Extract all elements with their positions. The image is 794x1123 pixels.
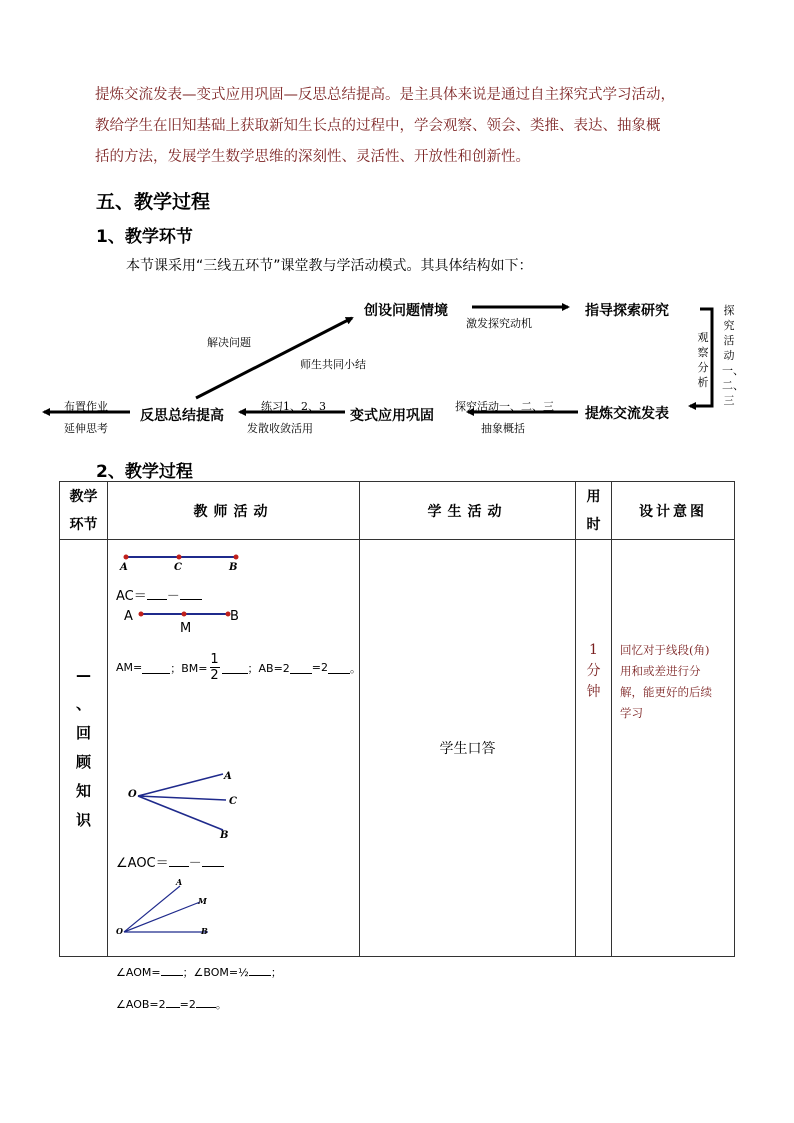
angle2-label-o: O bbox=[116, 926, 123, 936]
stage-char: 顾 bbox=[75, 753, 91, 771]
angle-label-o: O bbox=[128, 789, 137, 800]
intro-line: 提炼交流发表—变式应用巩固—反思总结提高。是主具体来说是通过自主探究式学习活动， bbox=[95, 87, 675, 103]
table-header-row bbox=[60, 482, 735, 540]
section-heading: 五、教学过程 bbox=[96, 191, 211, 213]
ab-label: ；AB=2 bbox=[247, 661, 290, 675]
design-line: 用和或差进行分 bbox=[620, 664, 701, 678]
design-line: 学习 bbox=[620, 706, 643, 720]
stage-char: 识 bbox=[75, 811, 91, 829]
flow-label-practice: 练习1、2、3 bbox=[261, 400, 326, 413]
header-design-label: 设计意图 bbox=[639, 503, 707, 520]
flow-node-exchange-present: 提炼交流发表 bbox=[585, 406, 669, 422]
stage-char: — bbox=[76, 666, 91, 684]
am-label: AM= bbox=[116, 661, 143, 674]
intro-line: 括的方法，发展学生数学思维的深刻性、灵活性、开放性和创新性。 bbox=[95, 149, 530, 165]
fraction-numerator: 1 bbox=[210, 652, 219, 667]
ac-label: AC＝ bbox=[116, 589, 147, 604]
header-stage-line: 教学 bbox=[69, 488, 98, 505]
aob-eq2: =2 bbox=[179, 998, 196, 1011]
flow-node-create-situation: 创设问题情境 bbox=[364, 303, 448, 319]
header-teacher-label: 教师活动 bbox=[193, 503, 274, 520]
stage-char: 、 bbox=[75, 695, 91, 713]
header-time-line: 用 bbox=[586, 488, 601, 505]
flow-label-summary: 师生共同小结 bbox=[300, 358, 366, 371]
flow-label-explore-right: 探究活动一、二、三 bbox=[722, 304, 744, 407]
flow-label-solve: 解决问题 bbox=[207, 336, 251, 349]
subsection-heading: 1、教学环节 bbox=[96, 227, 193, 247]
stage-char: 回 bbox=[75, 724, 91, 742]
point-label-b: B bbox=[229, 562, 238, 573]
time-char: 钟 bbox=[586, 684, 601, 700]
flow-node-variant-apply: 变式应用巩固 bbox=[350, 408, 434, 424]
header-student bbox=[360, 482, 576, 540]
point-label-a: A bbox=[120, 562, 128, 573]
header-stage bbox=[60, 482, 108, 540]
aom-label: ∠AOM= bbox=[116, 966, 161, 979]
fraction-denominator: 2 bbox=[210, 668, 219, 683]
bom-half: ½ bbox=[238, 966, 249, 979]
end-dot: 。 bbox=[350, 661, 362, 675]
flow-label-motivate: 激发探究动机 bbox=[466, 317, 532, 330]
aoc-label: ∠AOC＝ bbox=[116, 856, 169, 871]
flow-label-homework: 布置作业 bbox=[64, 400, 108, 413]
intro-line: 教给学生在旧知基础上获取新知生长点的过程中，学会观察、领会、类推、表达、抽象概 bbox=[95, 118, 661, 134]
aob-equation bbox=[116, 995, 227, 1012]
flow-label-abstract: 抽象概括 bbox=[481, 422, 525, 435]
fraction-half bbox=[210, 652, 220, 683]
stage-cell bbox=[60, 540, 108, 957]
header-teacher bbox=[108, 482, 360, 540]
bm-label: ；BM= bbox=[170, 661, 208, 675]
teaching-process-table bbox=[59, 481, 735, 1011]
header-design bbox=[612, 482, 735, 540]
ac-equation bbox=[116, 585, 202, 604]
header-student-label: 学生活动 bbox=[427, 503, 508, 520]
stage-char: 知 bbox=[75, 782, 91, 800]
flow-label-explore-bottom: 探究活动一、二、三 bbox=[455, 400, 554, 413]
segment-amb-figure bbox=[136, 608, 236, 622]
student-activity-text: 学生口答 bbox=[439, 741, 496, 757]
angle2-label-a: A bbox=[176, 877, 183, 887]
header-time bbox=[576, 482, 612, 540]
aoc-equation bbox=[116, 852, 224, 871]
eq2-label: =2 bbox=[311, 661, 329, 674]
angle-aob-figure bbox=[128, 768, 238, 838]
ac-minus: － bbox=[166, 589, 180, 604]
angle2-label-b: B bbox=[201, 926, 208, 936]
angle-label-b: B bbox=[220, 830, 229, 841]
time-cell bbox=[576, 540, 612, 957]
aoc-minus: － bbox=[188, 856, 202, 871]
bom-label: ；∠BOM= bbox=[182, 966, 239, 979]
flow-node-reflect-summarize: 反思总结提高 bbox=[140, 408, 224, 424]
point-label-c: C bbox=[174, 562, 182, 573]
header-time-line: 时 bbox=[586, 516, 601, 533]
flow-label-extend: 延伸思考 bbox=[64, 422, 108, 435]
header-stage-line: 环节 bbox=[69, 516, 98, 533]
midpoint-equation bbox=[116, 652, 361, 683]
design-line: 回忆对于线段(角) bbox=[620, 643, 710, 657]
design-intent-cell bbox=[612, 540, 735, 957]
point-label-m: M bbox=[180, 621, 192, 636]
design-line: 解，能更好的后续 bbox=[620, 685, 712, 699]
time-char: 1 bbox=[589, 642, 598, 658]
point-label-a2: A bbox=[124, 609, 133, 624]
angle2-label-m: M bbox=[198, 896, 207, 906]
aom-equation bbox=[116, 963, 282, 980]
student-activity-cell bbox=[360, 540, 576, 957]
flow-label-divergent: 发散收敛活用 bbox=[247, 422, 313, 435]
angle-label-a: A bbox=[224, 771, 232, 782]
flow-node-guide-research: 指导探索研究 bbox=[585, 303, 669, 319]
time-char: 分 bbox=[586, 663, 601, 679]
teacher-activity-cell bbox=[108, 540, 362, 1011]
aob-end: 。 bbox=[215, 998, 227, 1011]
flow-diagram-arrows bbox=[0, 0, 794, 470]
structure-intro: 本节课采用“三线五环节”课堂教与学活动模式。其具体结构如下： bbox=[126, 258, 533, 274]
bom-end: ； bbox=[270, 966, 282, 979]
angle-label-c: C bbox=[229, 796, 237, 807]
point-label-b2: B bbox=[230, 609, 239, 624]
table-row bbox=[60, 540, 735, 957]
subsection-heading-process: 2、教学过程 bbox=[96, 462, 193, 482]
flow-label-observe: 观察分析 bbox=[697, 331, 709, 389]
aob-label: ∠AOB=2 bbox=[116, 998, 166, 1011]
